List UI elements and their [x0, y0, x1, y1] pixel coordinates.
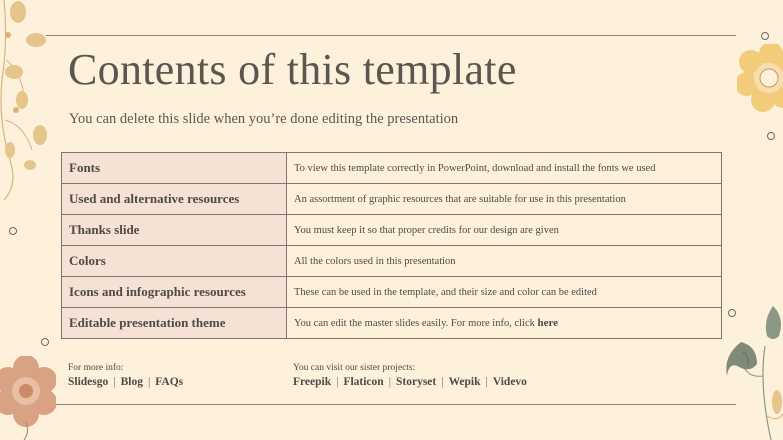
slidesgo-link[interactable]: Slidesgo [68, 376, 109, 388]
page-title: Contents of this template [68, 45, 517, 94]
circle-dot [9, 227, 17, 235]
separator: | [336, 376, 339, 388]
bottom-divider [46, 404, 736, 405]
row-label: Fonts [62, 153, 287, 184]
wepik-link[interactable]: Wepik [448, 376, 481, 388]
row-label: Used and alternative resources [62, 184, 287, 215]
storyset-link[interactable]: Storyset [396, 376, 437, 388]
top-divider [46, 35, 736, 36]
row-label: Icons and infographic resources [62, 277, 287, 308]
freepik-link[interactable]: Freepik [293, 376, 332, 388]
table-row [62, 153, 722, 184]
page-subtitle: You can delete this slide when you’re done editing the presentation [69, 111, 459, 127]
table-row [62, 277, 722, 308]
footer-more-info [68, 362, 183, 390]
row-description [287, 308, 722, 339]
footer-label: You can visit our sister projects: [293, 363, 416, 373]
row-description-text: You can edit the master slides easily. For more info, click [294, 318, 538, 329]
table-row [62, 215, 722, 246]
table-row [62, 184, 722, 215]
row-description: An assortment of graphic resources that are suitable for use in this presentation [287, 184, 722, 215]
circle-dot [761, 32, 769, 40]
separator: | [485, 376, 488, 388]
row-description: All the colors used in this presentation [287, 246, 722, 277]
contents-table [61, 152, 722, 339]
faqs-link[interactable]: FAQs [155, 376, 184, 388]
separator: | [441, 376, 444, 388]
circle-dot [767, 132, 775, 140]
separator: | [388, 376, 391, 388]
row-label: Colors [62, 246, 287, 277]
row-label: Thanks slide [62, 215, 287, 246]
row-description: To view this template correctly in PowerPoint, download and install the fonts we used [287, 153, 722, 184]
flaticon-link[interactable]: Flaticon [343, 376, 384, 388]
separator: | [147, 376, 151, 388]
top-left-floral-icon [0, 0, 60, 200]
separator: | [113, 376, 116, 388]
row-label: Editable presentation theme [62, 308, 287, 339]
circle-dot [41, 338, 49, 346]
blog-link[interactable]: Blog [120, 376, 143, 388]
footer-sister-projects [293, 362, 527, 390]
footer-label: For more info: [68, 363, 124, 373]
row-description: You must keep it so that proper credits for our design are given [287, 215, 722, 246]
table-row [62, 246, 722, 277]
bottom-right-floral-icon [723, 306, 783, 440]
top-right-flower-icon [737, 44, 783, 112]
videvo-link[interactable]: Videvo [492, 376, 527, 388]
here-link[interactable]: here [537, 317, 559, 329]
bottom-left-flower-icon [0, 356, 56, 440]
footer-links [293, 374, 527, 390]
table-row [62, 308, 722, 339]
row-description: These can be used in the template, and their size and color can be edited [287, 277, 722, 308]
footer-links [68, 374, 183, 390]
